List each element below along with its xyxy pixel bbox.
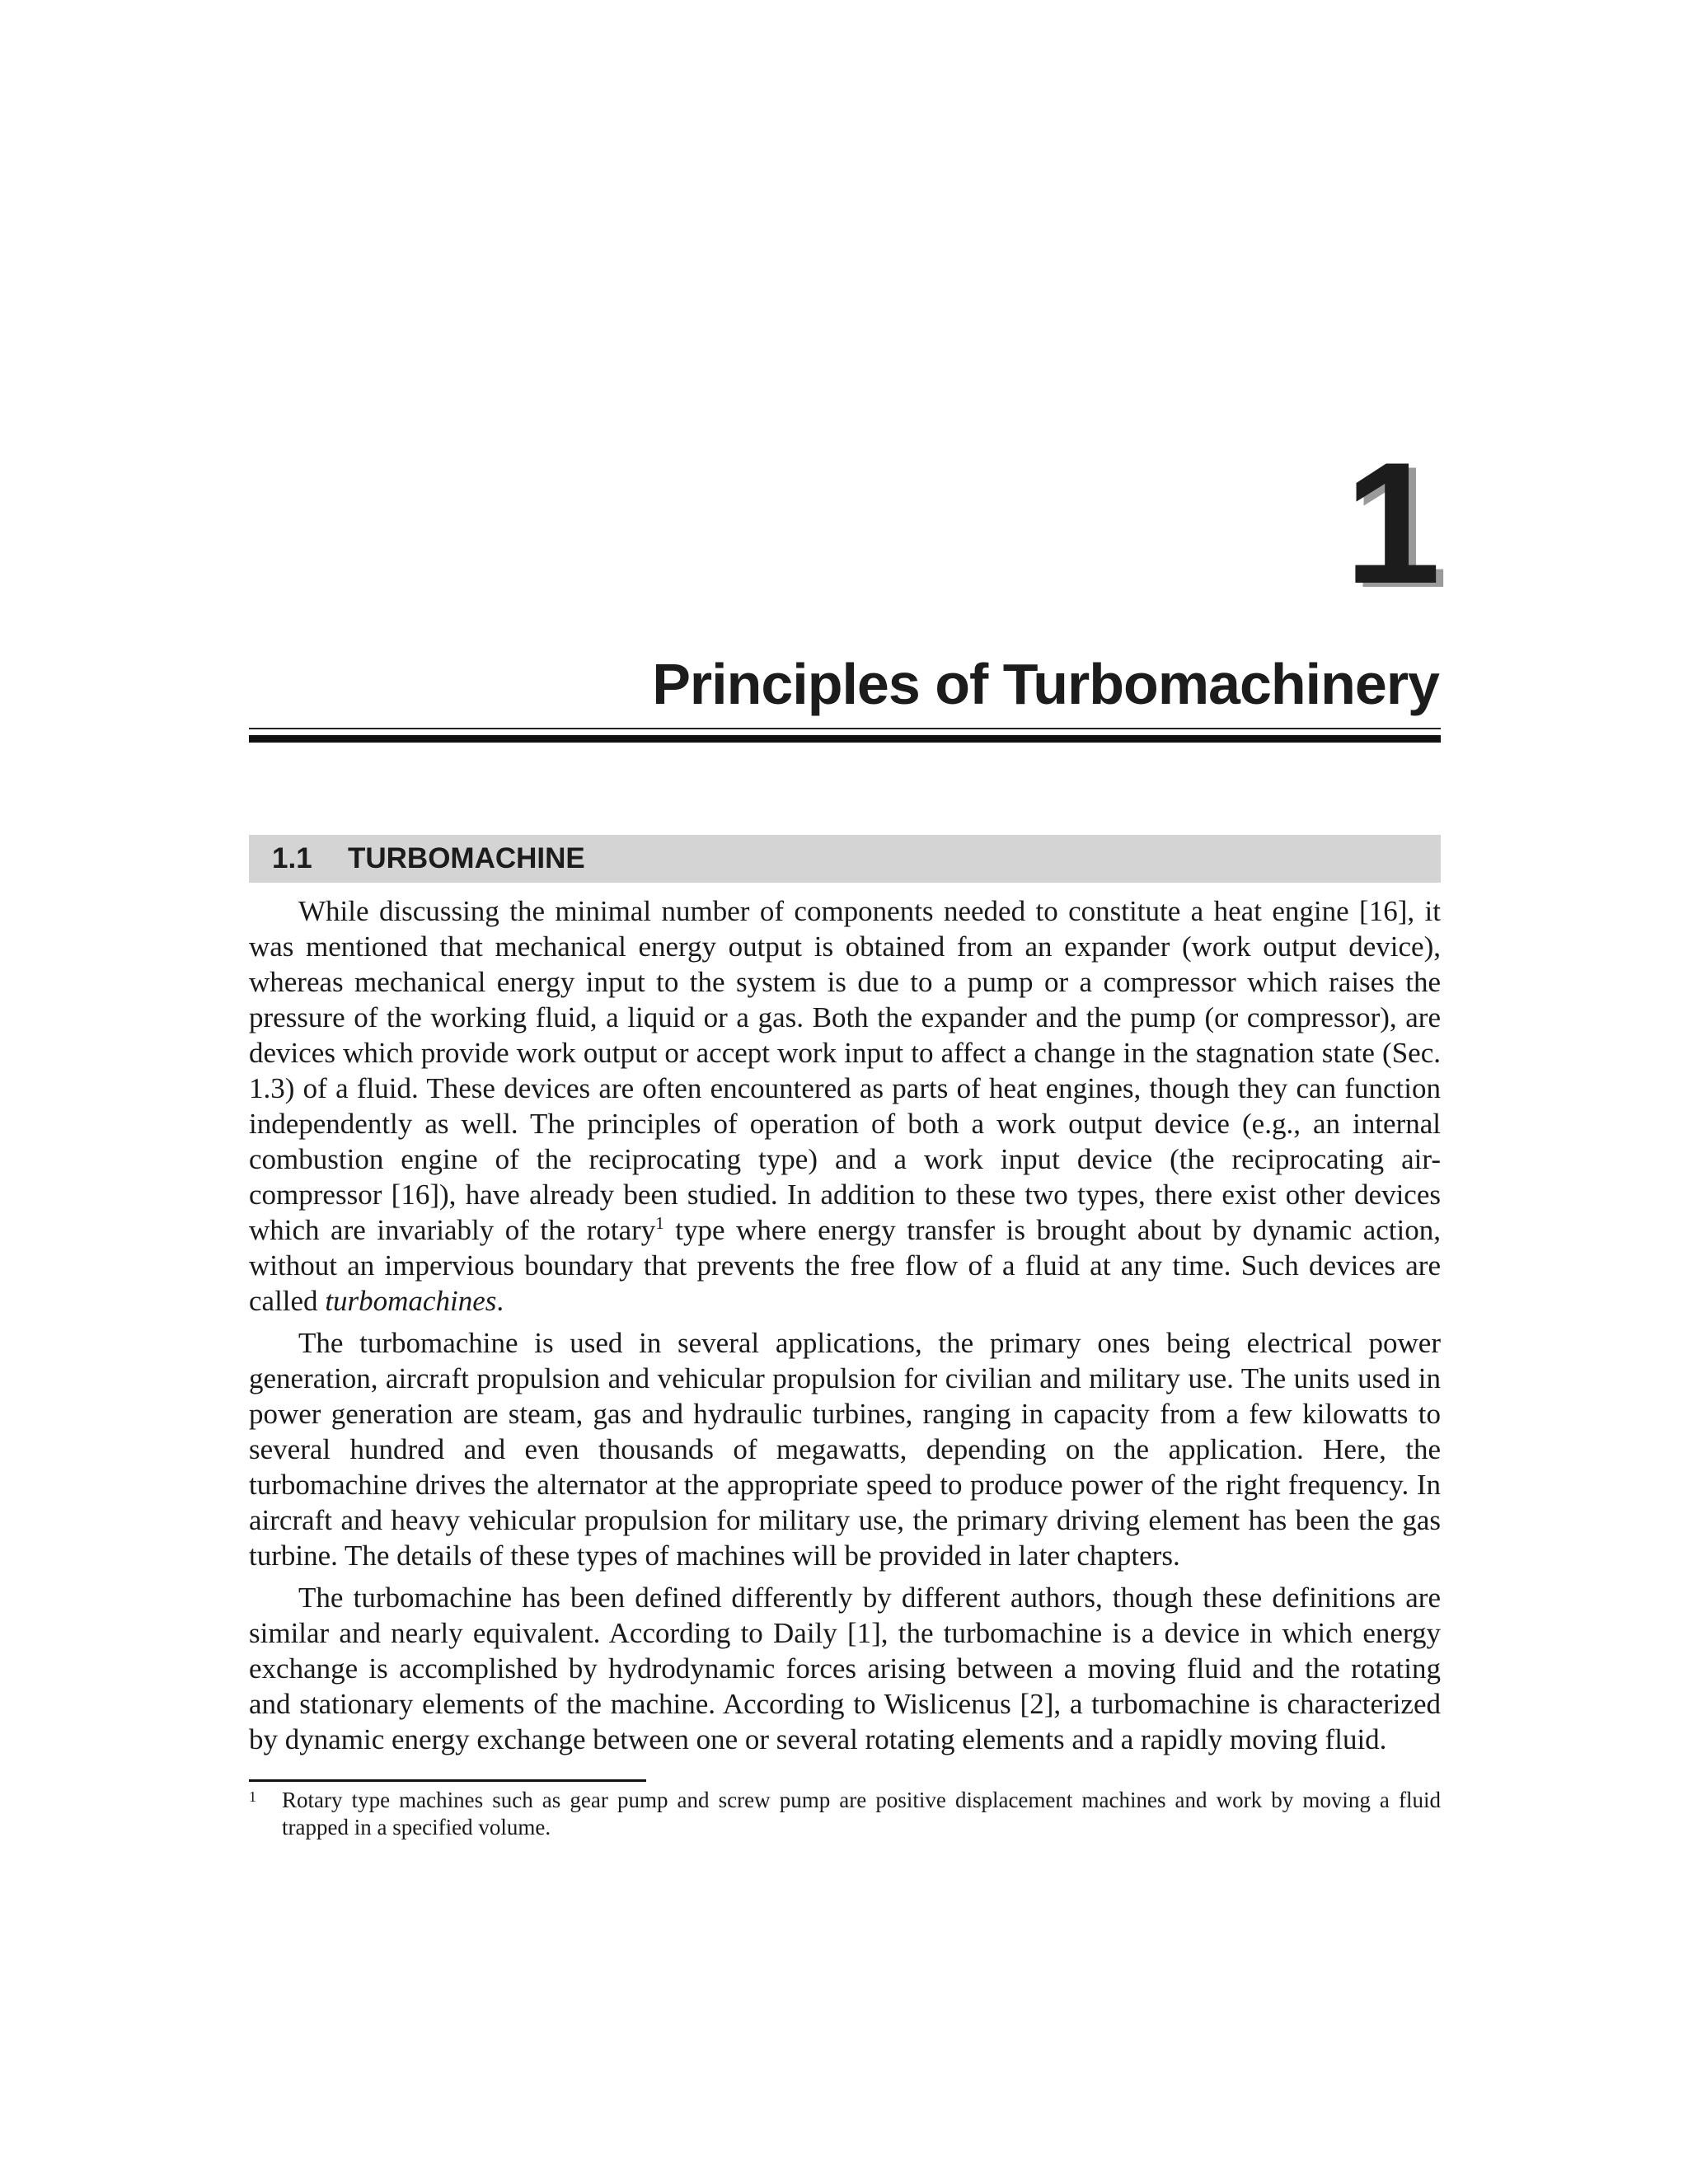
footnote-reference: 1 <box>655 1213 664 1233</box>
footnote-text: Rotary type machines such as gear pump and screw pump are positive displacement machines and work by moving a fluid trapped in a specified volume. <box>282 1788 1441 1840</box>
section-title: TURBOMACHINE <box>348 842 585 874</box>
footnote-marker: 1 <box>249 1788 256 1805</box>
title-rule-thick <box>249 735 1441 743</box>
paragraph-3: The turbomachine has been defined differently by different authors, though these definitions are similar and nearly equivalent. According to Daily [1], the turbomachine is a device in which energy exchange is accomplished by hydrodynamic forces arising between a moving fluid and the rotating and stationary elements of the machine. According to Wislicenus [2], a turbomachine is characterized by dynamic energy exchange between one or several rotating elements and a rapidly moving fluid. <box>249 1582 1441 1755</box>
footnote-rule <box>249 1779 646 1782</box>
chapter-number: 1 <box>1344 426 1441 620</box>
paragraph-1-text-cont: type where energy transfer is brought about by dynamic action, without an impervious boundary that prevents the free flow of a fluid at any time. Such devices are called <box>249 1214 1442 1317</box>
paragraph-1 <box>249 893 1441 1319</box>
chapter-title: Principles of Turbomachinery <box>652 652 1439 716</box>
paragraph-1-end: . <box>496 1285 504 1317</box>
section-number: 1.1 <box>272 842 312 874</box>
emphasis-term: turbomachines <box>325 1285 497 1317</box>
footnote <box>249 1787 1441 1841</box>
title-rule-thin <box>249 728 1441 729</box>
body-text <box>249 893 1441 1764</box>
paragraph-1-text: While discussing the minimal number of components needed to constitute a heat engine [16], it was mentioned that mechanical energy output is obtained from an expander (work output device), whereas mechanical energy input to the system is due to a pump or a compressor which raises the pressure of the working fluid, a liquid or a gas. Both the expander and the pump (or compressor), are devices which provide work output or accept work input to affect a change in the stagnation state (Sec. 1.3) of a fluid. These devices are often encountered as parts of heat engines, though they can function independently as well. The principles of operation of both a work output device (e.g., an internal combustion engine of the reciprocating type) and a work input device (the reciprocating air-compressor [16]), have already been studied. In addition to these two types, there exist other devices which are invariably of the rotary <box>249 895 1441 1246</box>
section-heading <box>249 835 1441 883</box>
paragraph-2: The turbomachine is used in several applications, the primary ones being electrical power generation, aircraft propulsion and vehicular propulsion for civilian and military use. The units used in power generation are steam, gas and hydraulic turbines, ranging in capacity from a few kilowatts to several hundred and even thousands of megawatts, depending on the application. Here, the turbomachine drives the alternator at the appropriate speed to produce power of the right frequency. In aircraft and heavy vehicular propulsion for military use, the primary driving element has been the gas turbine. The details of these types of machines will be provided in later chapters. <box>249 1327 1441 1572</box>
